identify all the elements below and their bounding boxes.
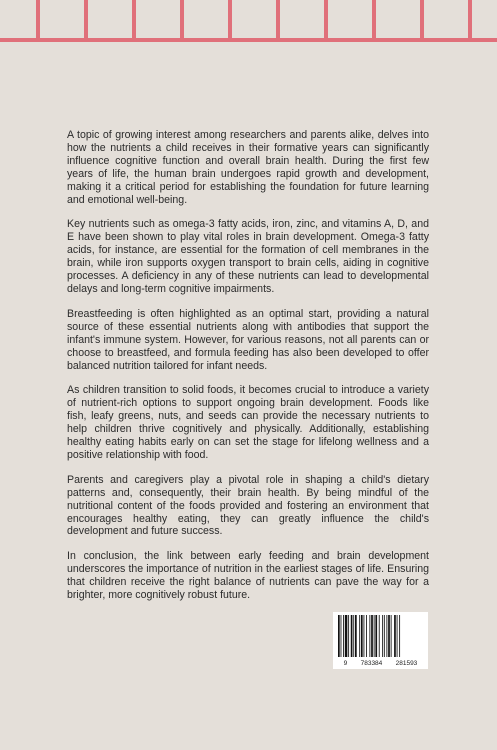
isbn-barcode	[333, 612, 428, 669]
barcode-bar	[386, 615, 387, 657]
barcode-bars	[338, 615, 423, 657]
barcode-digit-group-1: 9	[343, 660, 348, 667]
barcode-bar	[355, 615, 357, 657]
barcode-bar	[361, 615, 363, 657]
barcode-digits	[333, 660, 428, 667]
barcode-bar	[379, 615, 380, 657]
barcode-bar	[338, 615, 340, 657]
barcode-bar	[388, 615, 390, 657]
barcode-bar	[374, 615, 375, 657]
barcode-bar	[359, 615, 360, 657]
paragraph-5: Parents and caregivers play a pivotal role in shaping a child's dietary patterns and, consequently, their brain health. By being mindful of the nutritional content of the foods provided and fostering an environment that encourages healthy eating, they can greatly influence the child's development and future success.	[67, 473, 429, 538]
paragraph-2: Key nutrients such as omega-3 fatty acids, iron, zinc, and vitamins A, D, and E have been shown to play vital roles in brain development. Omega-3 fatty acids, for instance, are essential for the formation of cell membranes in the brain, while iron supports oxygen transport to brain cells, aiding in cognitive processes. A deficiency in any of these nutrients can lead to developmental delays and long-term cognitive impairments.	[67, 218, 429, 295]
barcode-bar	[384, 615, 385, 657]
paragraph-1: A topic of growing interest among researchers and parents alike, delves into how the nutrients a child receives in their formative years can significantly influence cognitive function and overall brain health. During the first few years of life, the human brain undergoes rapid growth and development, making it a critical period for establishing the foundation for future learning and emotional well-being.	[67, 129, 429, 206]
barcode-bar	[391, 615, 392, 657]
decorative-top-pattern	[0, 0, 497, 48]
barcode-bar	[345, 615, 348, 657]
paragraph-4: As children transition to solid foods, it becomes crucial to introduce a variety of nutrient-rich options to support ongoing brain development. Foods like fish, leafy greens, nuts, and seeds can provide the necessary nutrients to help children thrive cognitively and physically. Additionally, establishing healthy eating habits early on can set the stage for lifelong wellness and a positive relationship with food.	[67, 384, 429, 461]
back-cover-text	[67, 129, 429, 614]
barcode-bar	[375, 615, 377, 657]
barcode-bar	[348, 615, 349, 657]
paragraph-3: Breastfeeding is often highlighted as an optimal start, providing a natural source of these essential nutrients along with antibodies that support the infant's immune system. However, for various reasons, not all parents can or choose to breastfeed, and formula feeding has also been developed to offer balanced nutrition tailored for infant needs.	[67, 307, 429, 372]
barcode-bar	[371, 615, 373, 657]
barcode-bar	[341, 615, 342, 657]
barcode-bar	[351, 615, 353, 657]
barcode-bar	[382, 615, 383, 657]
barcode-bar	[343, 615, 344, 657]
barcode-bar	[397, 615, 398, 657]
barcode-digit-group-3: 281593	[395, 660, 418, 667]
barcode-bar	[369, 615, 370, 657]
barcode-bar	[364, 615, 365, 657]
barcode-bar	[394, 615, 396, 657]
barcode-bar	[353, 615, 354, 657]
barcode-bar	[399, 615, 400, 657]
paragraph-6: In conclusion, the link between early feeding and brain development underscores the importance of nutrition in the earliest stages of life. Ensuring that children receive the right balance of nutrients can pave the way for a brighter, more cognitively robust future.	[67, 550, 429, 602]
barcode-digit-group-2: 783384	[360, 660, 383, 667]
barcode-bar	[366, 615, 367, 657]
